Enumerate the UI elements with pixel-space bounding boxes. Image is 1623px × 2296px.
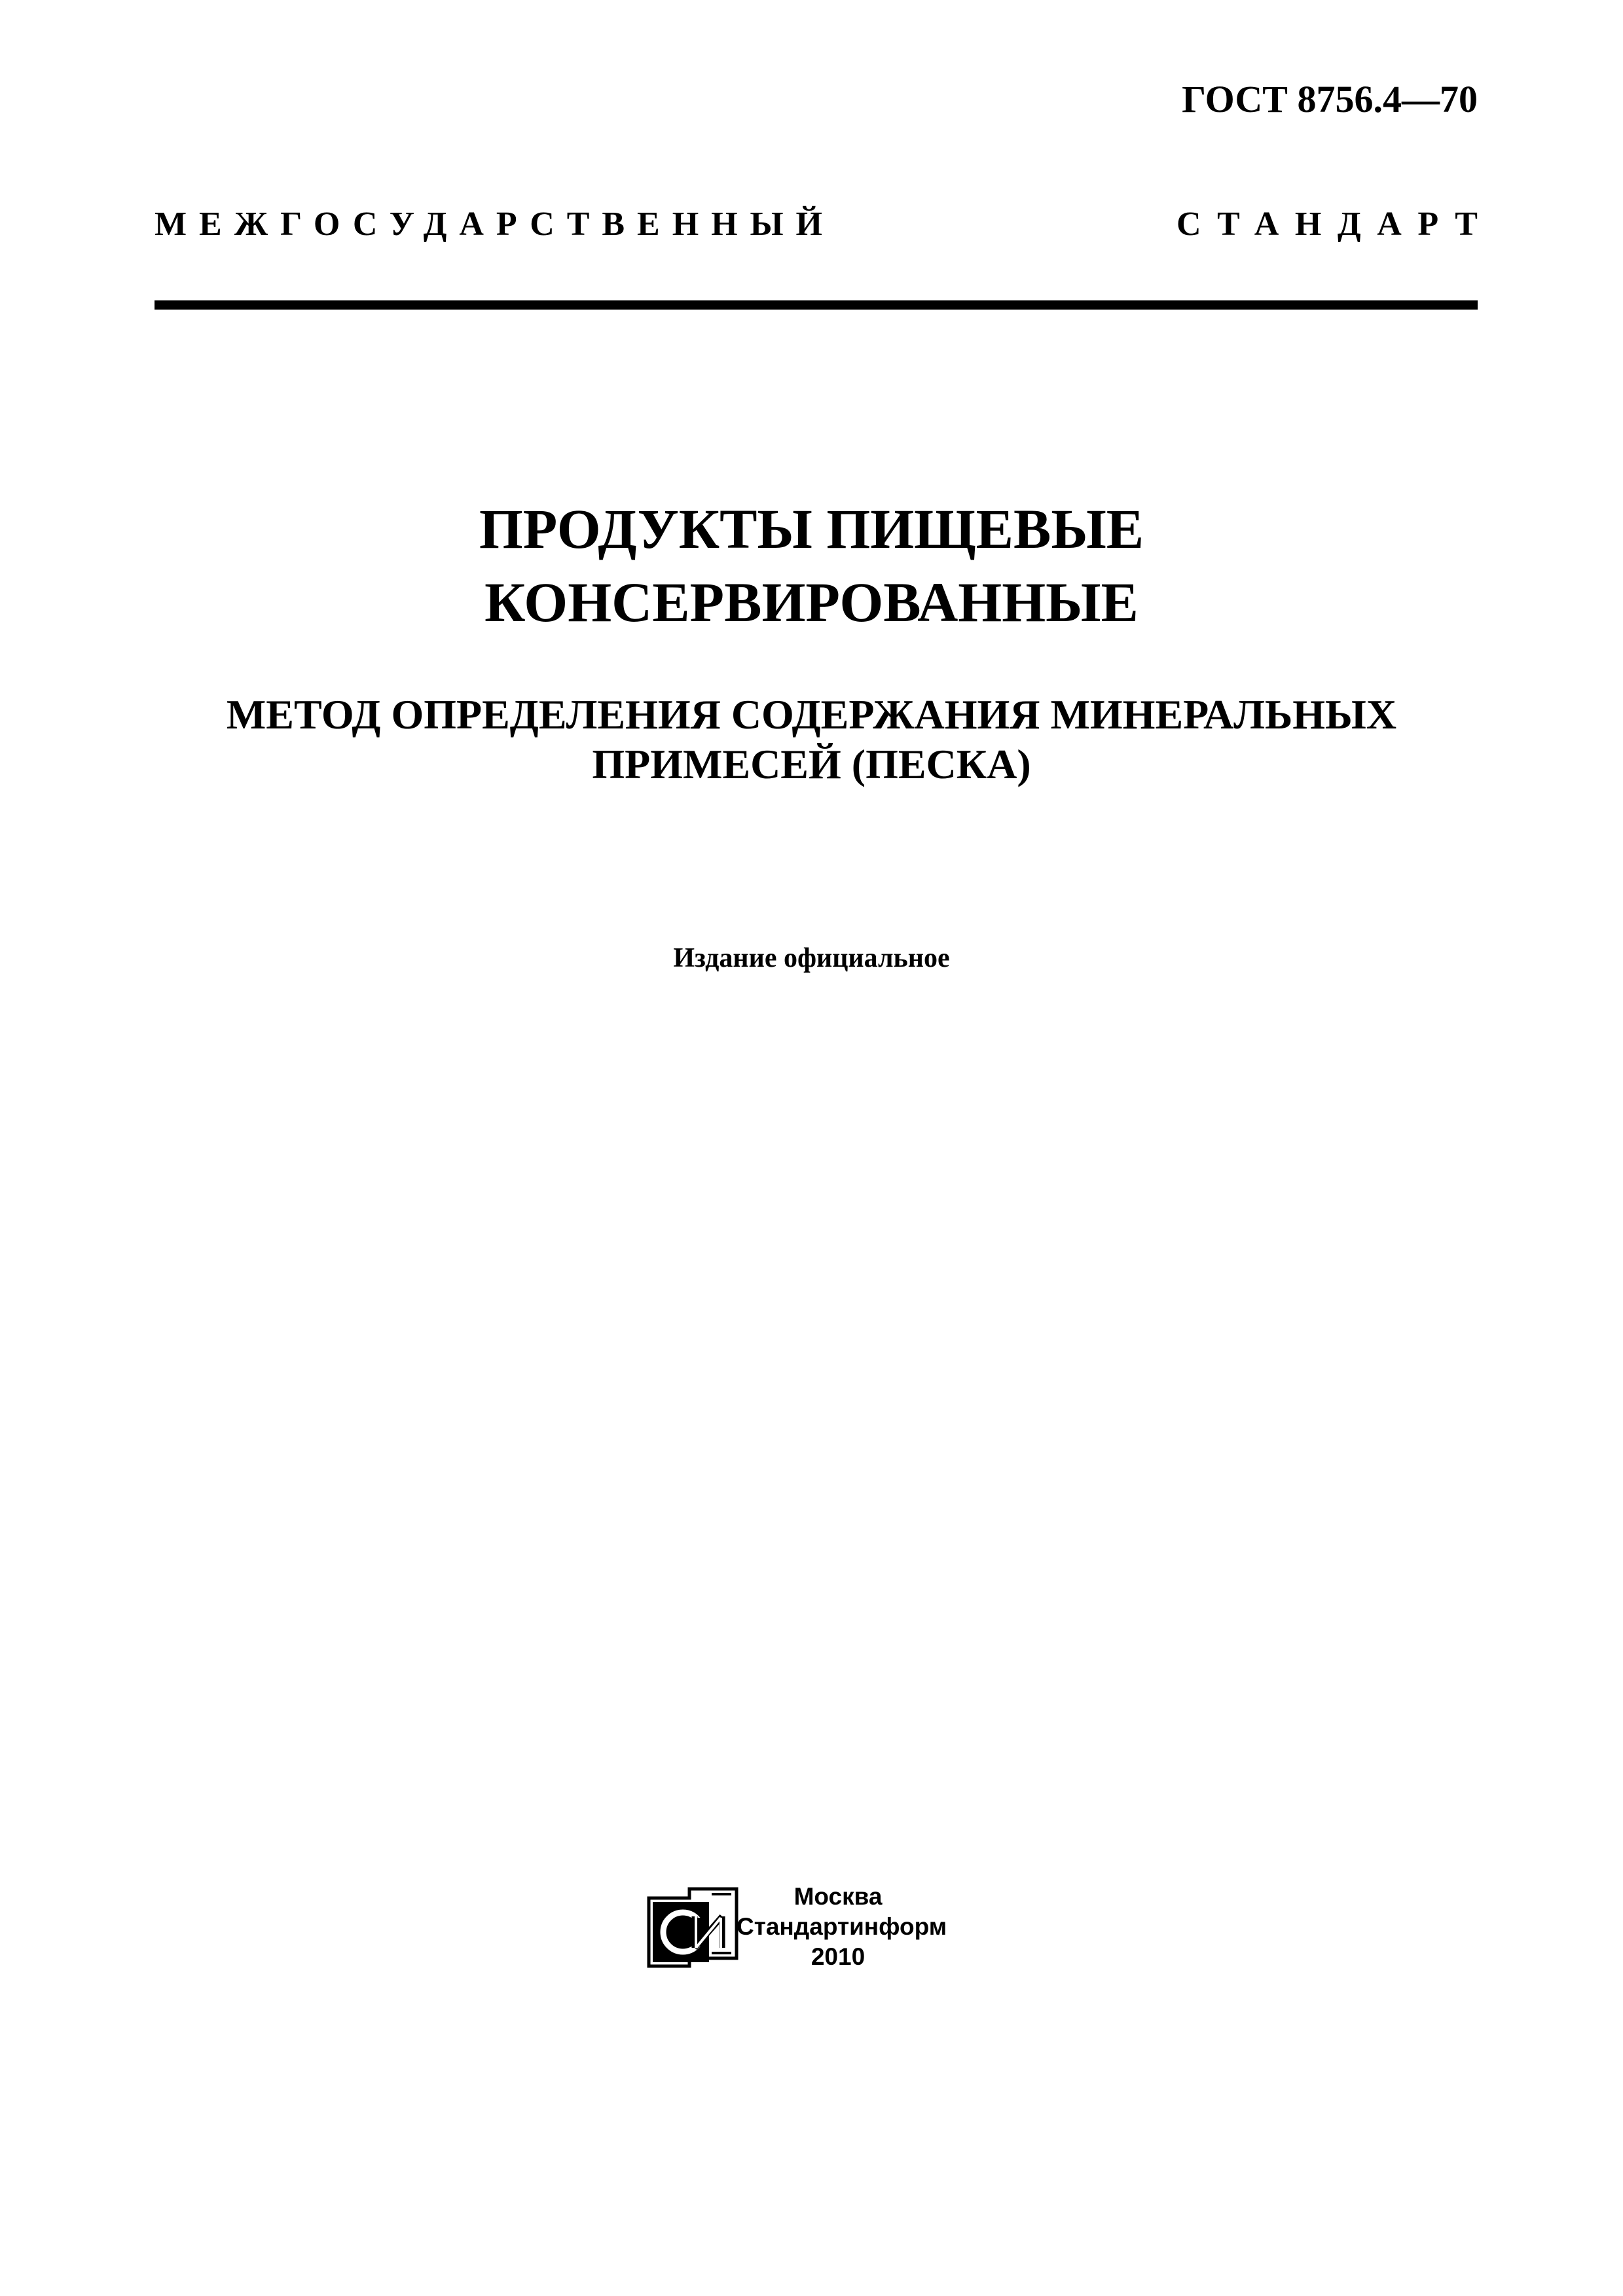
document-title-line-2: КОНСЕРВИРОВАННЫЕ xyxy=(484,571,1139,634)
standard-type-word-standard: СТАНДАРТ xyxy=(1176,206,1494,243)
standard-type-heading xyxy=(155,205,1494,251)
publisher-name: Стандартинформ xyxy=(737,1913,947,1940)
standartinform-logo-icon xyxy=(644,1885,742,1969)
document-subtitle-line-2: ПРИМЕСЕЙ (ПЕСКА) xyxy=(592,741,1031,787)
document-number: ГОСТ 8756.4—70 xyxy=(1182,78,1478,120)
publication-year: 2010 xyxy=(811,1943,866,1970)
header-divider xyxy=(155,300,1478,310)
document-subtitle xyxy=(0,690,1623,789)
publisher-imprint xyxy=(737,1882,947,1972)
document-title-line-1: ПРОДУКТЫ ПИЩЕВЫЕ xyxy=(479,497,1144,560)
publisher-city: Москва xyxy=(793,1883,883,1910)
edition-note: Издание официальное xyxy=(673,943,950,973)
standard-type-word-interstate: МЕЖГОСУДАРСТВЕННЫЙ xyxy=(155,206,835,243)
document-title xyxy=(0,492,1623,639)
document-subtitle-line-1: МЕТОД ОПРЕДЕЛЕНИЯ СОДЕРЖАНИЯ МИНЕРАЛЬНЫХ xyxy=(226,691,1397,738)
